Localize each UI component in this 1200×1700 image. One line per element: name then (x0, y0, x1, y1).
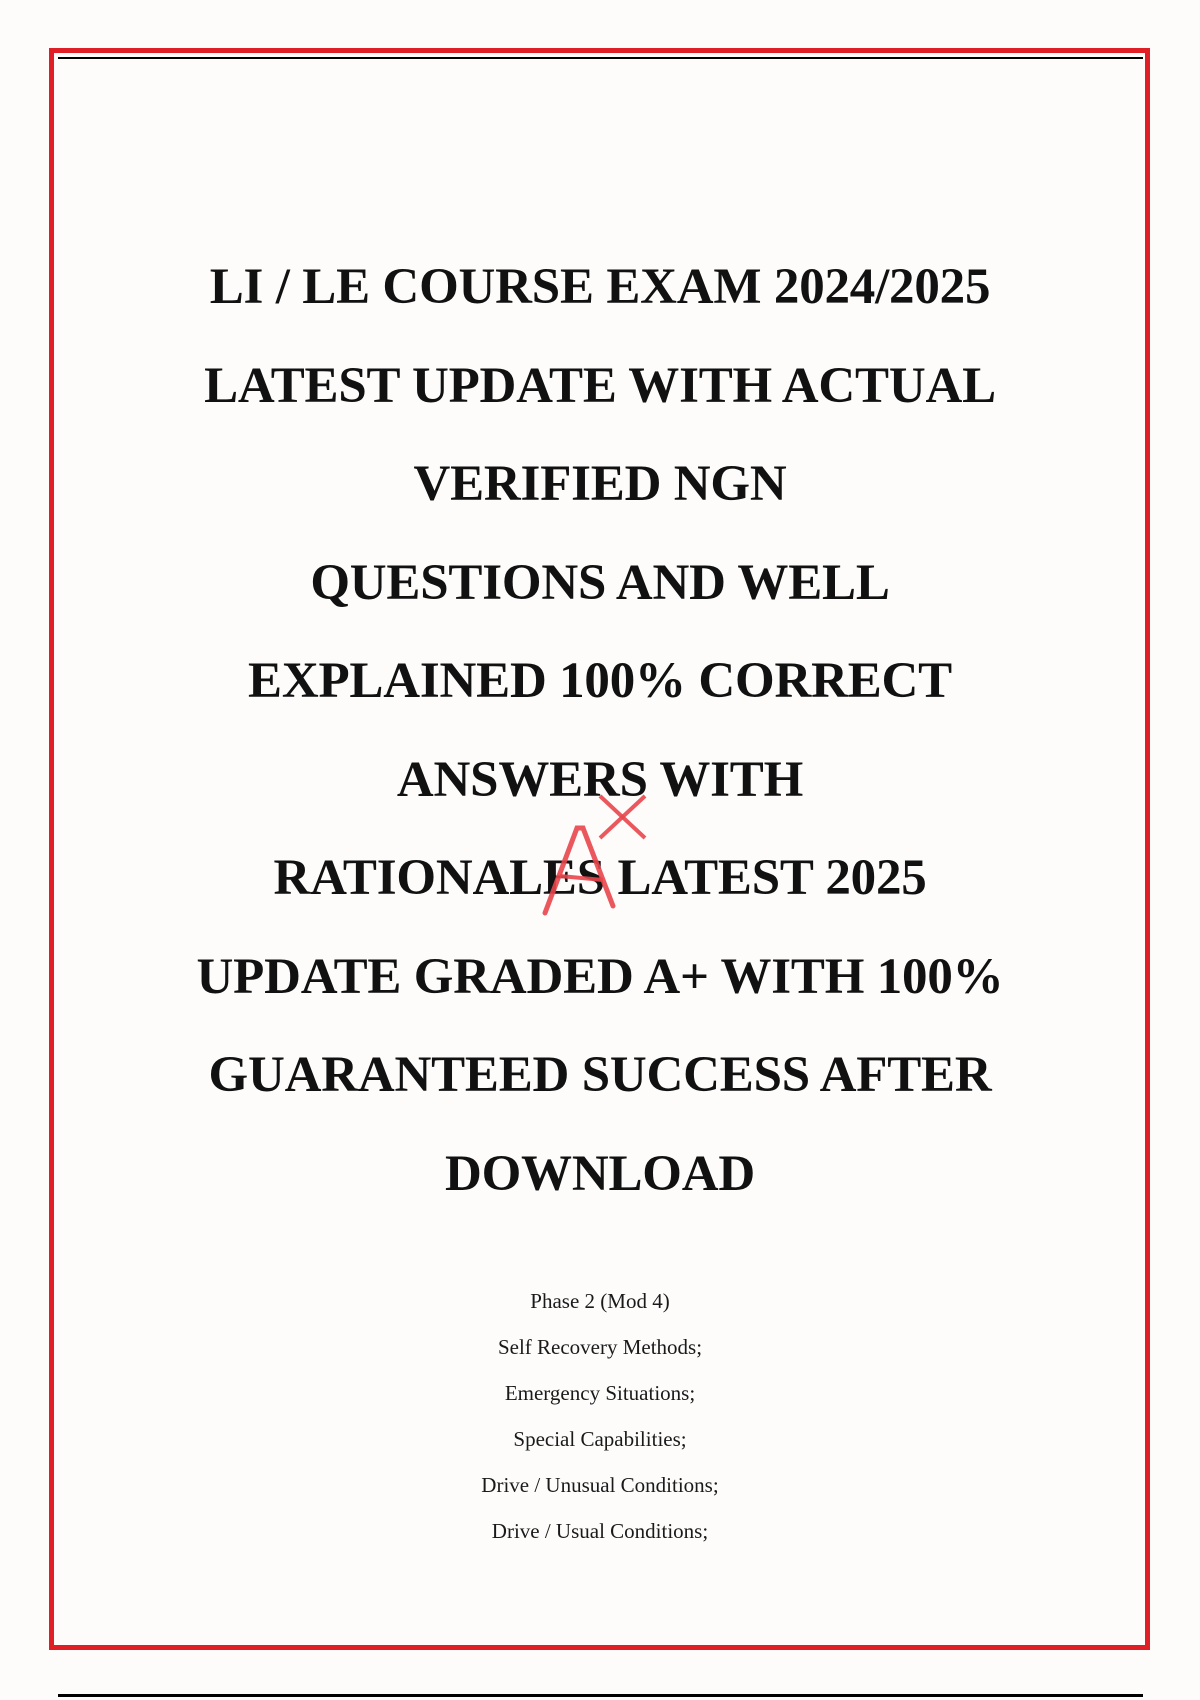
bottom-divider (58, 1694, 1143, 1697)
title-line: LI / LE COURSE EXAM 2024/2025 (209, 259, 991, 315)
topic-item: Special Capabilities; (513, 1427, 687, 1451)
title-line: QUESTIONS AND WELL (310, 554, 890, 611)
title-line: ANSWERS WITH (396, 751, 804, 808)
title-line: VERIFIED NGN (413, 456, 787, 512)
topic-item: Phase 2 (Mod 4) (530, 1289, 670, 1313)
title-line: LATEST UPDATE WITH ACTUAL (204, 357, 996, 414)
topic-list (300, 1278, 900, 1554)
topic-item: Drive / Unusual Conditions; (481, 1473, 719, 1497)
document-title (120, 238, 1080, 1223)
title-line: UPDATE GRADED A+ WITH 100% (196, 948, 1004, 1005)
title-line: DOWNLOAD (444, 1145, 756, 1202)
topic-item: Emergency Situations; (504, 1381, 696, 1405)
topic-item: Drive / Usual Conditions; (491, 1519, 709, 1543)
top-divider (58, 57, 1143, 59)
topic-item: Self Recovery Methods; (497, 1335, 703, 1359)
title-line: EXPLAINED 100% CORRECT (248, 653, 952, 709)
title-line: GUARANTEED SUCCESS AFTER (208, 1047, 992, 1103)
title-line: RATIONALES LATEST 2025 (273, 850, 927, 906)
